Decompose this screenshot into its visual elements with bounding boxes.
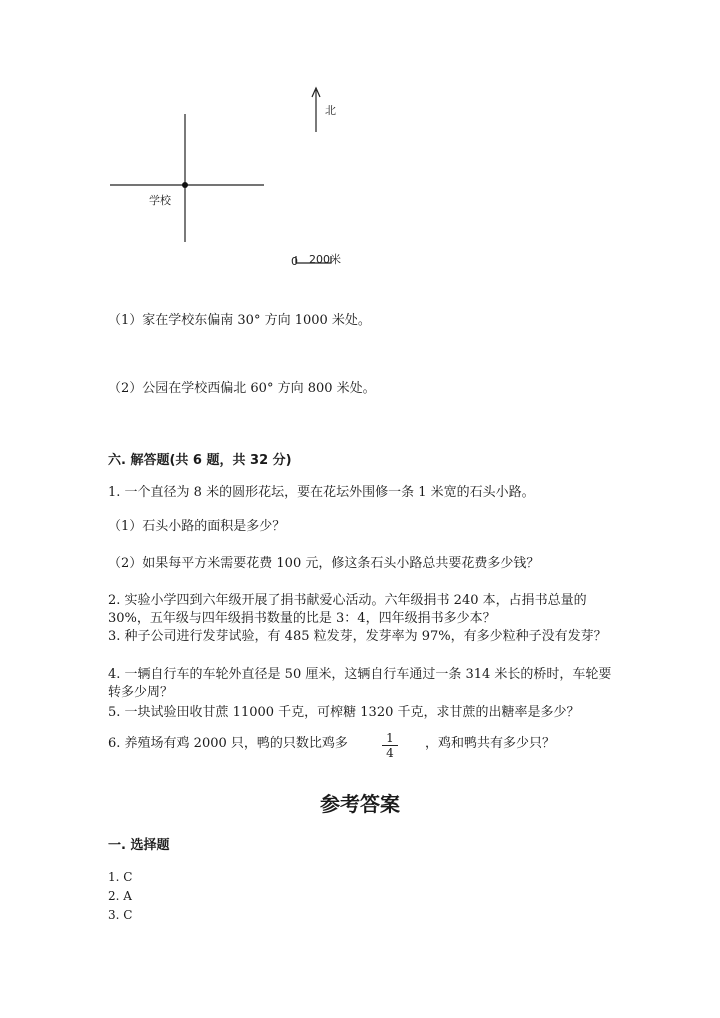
answer-item: 1. C: [108, 870, 133, 884]
direction-diagram: [0, 0, 720, 290]
diagram-svg: [0, 0, 720, 290]
fraction-numerator: 1: [382, 731, 398, 746]
answers-heading: 一. 选择题: [108, 838, 170, 853]
question-3: 3. 种子公司进行发芽试验，有 485 粒发芽，发芽率为 97%，有多少粒种子没有发芽？: [108, 629, 607, 644]
fraction-denominator: 4: [386, 746, 394, 760]
school-point: [182, 182, 188, 188]
question-5: 5. 一块试验田收甘蔗 11000 千克，可榨糖 1320 千克，求甘蔗的出糖率是多少？: [108, 705, 580, 720]
north-label: 北: [325, 104, 336, 117]
task-1: （1）家在学校东偏南 30° 方向 1000 米处。: [108, 313, 371, 328]
question-6-pre: 6. 养殖场有鸡 2000 只，鸭的只数比鸡多: [108, 736, 348, 751]
question-6-post: ，鸡和鸭共有多少只？: [425, 736, 556, 751]
answers-title: 参考答案: [320, 792, 400, 816]
question-1: 1. 一个直径为 8 米的圆形花坛，要在花坛外围修一条 1 米宽的石头小路。: [108, 485, 535, 500]
question-1-part-2: （2）如果每平方米需要花费 100 元，修这条石头小路总共要花费多少钱？: [108, 556, 540, 571]
scale-label: 200米: [309, 253, 341, 266]
school-label: 学校: [149, 194, 171, 207]
question-2: 2. 实验小学四到六年级开展了捐书献爱心活动。六年级捐书 240 本，占捐书总量的 30%，五年级与四年级捐书数量的比是 3：4，四年级捐书多少本？: [108, 593, 587, 626]
answer-item: 3. C: [108, 908, 133, 922]
answer-item: 2. A: [108, 889, 132, 903]
question-1-part-1: （1）石头小路的面积是多少？: [108, 519, 286, 534]
scale-zero: 0: [291, 255, 298, 268]
task-2: （2）公园在学校西偏北 60° 方向 800 米处。: [108, 381, 376, 396]
section6-heading: 六. 解答题(共 6 题，共 32 分): [108, 453, 292, 468]
fraction-one-quarter: [382, 731, 398, 760]
question-4: 4. 一辆自行车的车轮外直径是 50 厘米，这辆自行车通过一条 314 米长的桥时，车轮要转多少周？: [108, 667, 612, 700]
